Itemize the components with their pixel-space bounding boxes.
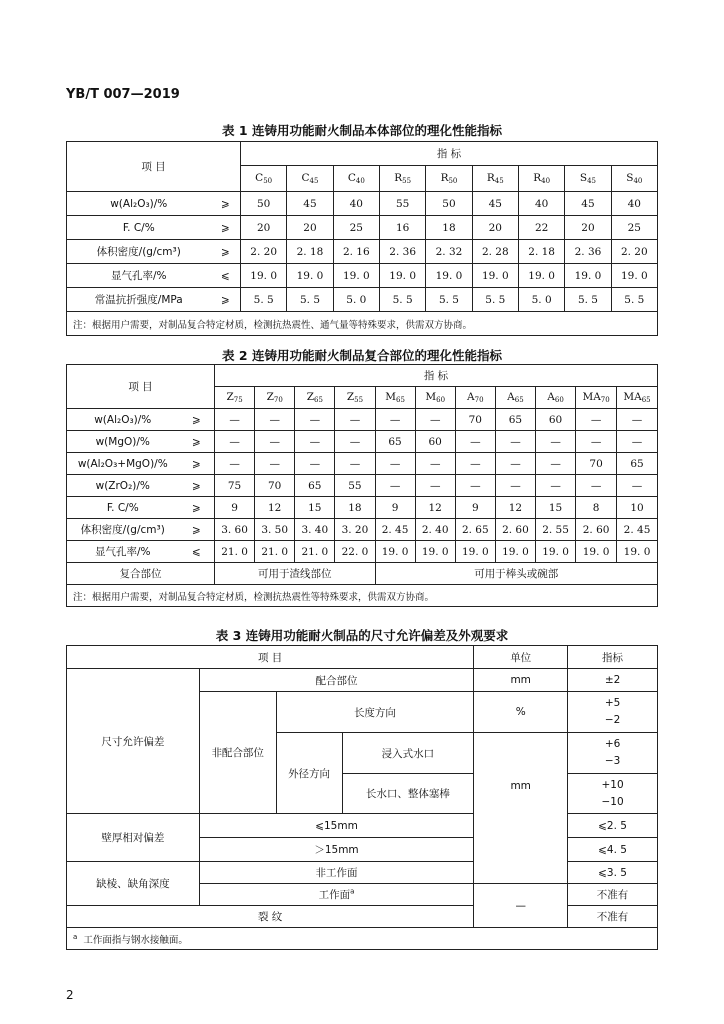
table2-cell: —	[415, 409, 455, 431]
table2-cell: —	[455, 431, 495, 453]
wall-gt-label: ＞15mm	[199, 838, 474, 862]
table2-cell: 2. 60	[576, 519, 617, 541]
table2-cell: —	[255, 431, 295, 453]
table2-cell: —	[295, 431, 335, 453]
table2-cell: —	[576, 409, 617, 431]
table2-cell: 65	[617, 453, 658, 475]
table1-row	[67, 288, 658, 312]
dim-tolerance-label: 尺寸允许偏差	[67, 669, 200, 814]
table2	[66, 364, 658, 607]
table2-cell: —	[335, 431, 375, 453]
table2-row-operator: ⩾	[179, 431, 215, 453]
table1-cell: 16	[379, 216, 425, 240]
table2-cell: 3. 40	[295, 519, 335, 541]
table1-cell: 5. 5	[472, 288, 518, 312]
table2-cell: —	[536, 475, 576, 497]
document-header: YB/T 007—2019	[66, 87, 180, 102]
table2-cell: 55	[335, 475, 375, 497]
table2-caption: 表 2 连铸用功能耐火制品复合部位的理化性能指标	[222, 348, 502, 363]
work-value: 不准有	[568, 884, 658, 906]
table1-cell: 5. 5	[611, 288, 657, 312]
table2-grade-z75: $Z_{75}$	[215, 387, 255, 409]
table2-row-operator: ⩾	[179, 453, 215, 475]
table1-grade-r45: $R_{45}$	[472, 166, 518, 192]
table1-cell: 19. 0	[426, 264, 472, 288]
table2-cell: —	[295, 453, 335, 475]
table2-cell: 9	[375, 497, 415, 519]
table2-cell: —	[617, 431, 658, 453]
table1-row-operator: ⩾	[211, 192, 241, 216]
table1-cell: 19. 0	[611, 264, 657, 288]
table2-grade-z65: $Z_{65}$	[295, 387, 335, 409]
table1-row-operator: ⩾	[211, 240, 241, 264]
table1-cell: 25	[611, 216, 657, 240]
table2-row-operator: ⩾	[179, 409, 215, 431]
table2-cell: 60	[415, 431, 455, 453]
table1-cell: 18	[426, 216, 472, 240]
table2-cell: —	[375, 409, 415, 431]
table2-cell: —	[375, 453, 415, 475]
table2-cell: 3. 60	[215, 519, 255, 541]
table2-row	[67, 409, 658, 431]
table2-cell: 19. 0	[495, 541, 535, 563]
table2-cell: —	[215, 453, 255, 475]
table2-cell: 2. 65	[455, 519, 495, 541]
table2-grade-z55: $Z_{55}$	[335, 387, 375, 409]
composite-other: 可用于棒头或碗部	[375, 563, 658, 585]
table1-cell: 5. 5	[565, 288, 611, 312]
table1-row-name: 常温抗折强度/MPa	[67, 288, 211, 312]
table2-cell: 21. 0	[255, 541, 295, 563]
page-number: 2	[66, 988, 74, 1002]
table2-cell: —	[536, 431, 576, 453]
table2-cell: 65	[295, 475, 335, 497]
table2-cell: 15	[295, 497, 335, 519]
table2-cell: —	[495, 453, 535, 475]
table1-cell: 19. 0	[518, 264, 564, 288]
table1-grade-c50: $C_{50}$	[241, 166, 287, 192]
table2-grade-z70: $Z_{70}$	[255, 387, 295, 409]
table2-cell: —	[495, 475, 535, 497]
table2-cell: 19. 0	[576, 541, 617, 563]
table2-cell: —	[415, 453, 455, 475]
table2-cell: —	[295, 409, 335, 431]
t3-item-header: 项 目	[67, 646, 474, 669]
length-value: +5 −2	[568, 692, 658, 733]
table1-cell: 20	[287, 216, 333, 240]
table2-cell: 70	[455, 409, 495, 431]
table1-row	[67, 240, 658, 264]
table2-cell: —	[215, 431, 255, 453]
table1-cell: 2. 28	[472, 240, 518, 264]
table2-cell: 15	[536, 497, 576, 519]
mating-label: 配合部位	[199, 669, 474, 692]
table2-cell: —	[375, 475, 415, 497]
table2-cell: 75	[215, 475, 255, 497]
table2-index-header: 指 标	[215, 365, 658, 387]
mm-unit: mm	[474, 774, 568, 884]
t3-unit-header: 单位	[474, 646, 568, 669]
table2-row-name: w(Al₂O₃)/%	[67, 409, 179, 431]
non-mating-label: 非配合部位	[199, 692, 276, 814]
table3	[66, 645, 658, 950]
table2-cell: 65	[375, 431, 415, 453]
table1-cell: 55	[379, 192, 425, 216]
table1-row-name: F. C/%	[67, 216, 211, 240]
crack-value: 不准有	[568, 906, 658, 928]
table1-cell: 2. 36	[379, 240, 425, 264]
table2-cell: —	[536, 453, 576, 475]
table2-cell: 2. 40	[415, 519, 455, 541]
dash-unit: —	[474, 884, 568, 928]
table1-cell: 5. 0	[518, 288, 564, 312]
table1-cell: 20	[565, 216, 611, 240]
t3-index-header: 指标	[568, 646, 658, 669]
table2-row	[67, 497, 658, 519]
table1-cell: 5. 0	[333, 288, 379, 312]
table1-cell: 19. 0	[565, 264, 611, 288]
table2-cell: 19. 0	[415, 541, 455, 563]
table2-grade-a60: $A_{60}$	[536, 387, 576, 409]
table2-cell: —	[617, 409, 658, 431]
table1-cell: 2. 20	[611, 240, 657, 264]
table1-cell: 19. 0	[287, 264, 333, 288]
shroud-value: +10 −10	[568, 774, 658, 814]
table1-cell: 19. 0	[472, 264, 518, 288]
table2-cell: 19. 0	[536, 541, 576, 563]
table3-footnote: $^a$ 工作面指与钢水接触面。	[67, 928, 658, 950]
edge-depth-label: 缺棱、缺角深度	[67, 862, 200, 906]
table2-row-operator: ⩾	[179, 519, 215, 541]
table2-cell: 2. 55	[536, 519, 576, 541]
table2-cell: 3. 50	[255, 519, 295, 541]
table2-cell: 21. 0	[295, 541, 335, 563]
table1-row-name: 显气孔率/%	[67, 264, 211, 288]
table1-grade-r50: $R_{50}$	[426, 166, 472, 192]
table2-grade-a70: $A_{70}$	[455, 387, 495, 409]
table3-caption: 表 3 连铸用功能耐火制品的尺寸允许偏差及外观要求	[215, 628, 509, 643]
table2-grade-m60: $M_{60}$	[415, 387, 455, 409]
table2-row-name: F. C/%	[67, 497, 179, 519]
table1-row-name: 体积密度/(g/cm³)	[67, 240, 211, 264]
table2-cell: 18	[335, 497, 375, 519]
table2-cell: —	[576, 431, 617, 453]
table2-cell: 21. 0	[215, 541, 255, 563]
table1-row-operator: ⩽	[211, 264, 241, 288]
table1-cell: 5. 5	[287, 288, 333, 312]
table1-row-name: w(Al₂O₃)/%	[67, 192, 211, 216]
table1-cell: 2. 32	[426, 240, 472, 264]
table1-cell: 19. 0	[333, 264, 379, 288]
table2-cell: 19. 0	[455, 541, 495, 563]
length-dir-label: 长度方向	[276, 692, 474, 733]
table1-cell: 20	[241, 216, 287, 240]
table1-cell: 40	[333, 192, 379, 216]
table2-note: 注：根据用户需要，对制品复合特定材质，检测抗热震性等特殊要求，供需双方协商。	[67, 585, 658, 607]
table2-cell: 10	[617, 497, 658, 519]
table2-cell: 2. 45	[375, 519, 415, 541]
table2-row-name: 体积密度/(g/cm³)	[67, 519, 179, 541]
table1-cell: 45	[565, 192, 611, 216]
table1-cell: 45	[472, 192, 518, 216]
non-work-label: 非工作面	[199, 862, 474, 884]
table2-grade-a65: $A_{65}$	[495, 387, 535, 409]
table1-row	[67, 216, 658, 240]
table2-cell: 70	[576, 453, 617, 475]
table1-cell: 2. 18	[287, 240, 333, 264]
shroud-label: 长水口、整体塞棒	[342, 774, 474, 814]
table2-row-operator: ⩾	[179, 497, 215, 519]
table2-row	[67, 453, 658, 475]
table1-cell: 19. 0	[241, 264, 287, 288]
table1-cell: 40	[518, 192, 564, 216]
table2-item-header: 项 目	[67, 365, 215, 409]
table1-index-header: 指 标	[241, 142, 658, 166]
table2-row	[67, 431, 658, 453]
table1-grade-r55: $R_{55}$	[379, 166, 425, 192]
table1-cell: 20	[472, 216, 518, 240]
composite-slag-line: 可用于渣线部位	[215, 563, 376, 585]
table1-row-operator: ⩾	[211, 288, 241, 312]
table2-cell: —	[617, 475, 658, 497]
table2-cell: 70	[255, 475, 295, 497]
table2-row	[67, 541, 658, 563]
outer-dir-label: 外径方向	[276, 733, 342, 814]
table1	[66, 141, 658, 336]
table2-grade-ma65: $MA_{65}$	[617, 387, 658, 409]
table1-grade-c45: $C_{45}$	[287, 166, 333, 192]
table2-cell: 60	[536, 409, 576, 431]
table1-cell: 25	[333, 216, 379, 240]
table2-cell: 8	[576, 497, 617, 519]
table1-note: 注：根据用户需要，对制品复合特定材质，检测抗热震性、通气量等特殊要求，供需双方协商。	[67, 312, 658, 336]
table2-cell: 9	[215, 497, 255, 519]
mating-unit: mm	[474, 669, 568, 692]
table2-cell: —	[335, 453, 375, 475]
table2-cell: 19. 0	[617, 541, 658, 563]
mating-value: ±2	[568, 669, 658, 692]
table2-cell: —	[495, 431, 535, 453]
table2-row	[67, 519, 658, 541]
wall-gt-value: ⩽4. 5	[568, 838, 658, 862]
table2-row-operator: ⩽	[179, 541, 215, 563]
table2-cell: —	[415, 475, 455, 497]
table2-row-name: w(MgO)/%	[67, 431, 179, 453]
wall-le-label: ⩽15mm	[199, 814, 474, 838]
table2-cell: —	[335, 409, 375, 431]
table1-row	[67, 192, 658, 216]
table1-grade-s45: $S_{45}$	[565, 166, 611, 192]
table2-cell: —	[255, 409, 295, 431]
table2-cell: 3. 20	[335, 519, 375, 541]
table2-cell: —	[255, 453, 295, 475]
work-label: 工作面$^a$	[199, 884, 474, 906]
table2-cell: 12	[255, 497, 295, 519]
table2-cell: 2. 45	[617, 519, 658, 541]
composite-label: 复合部位	[67, 563, 215, 585]
table1-cell: 5. 5	[379, 288, 425, 312]
table2-row-operator: ⩾	[179, 475, 215, 497]
table2-cell: 12	[495, 497, 535, 519]
table1-cell: 19. 0	[379, 264, 425, 288]
sen-label: 浸入式水口	[342, 733, 474, 774]
table1-grade-s40: $S_{40}$	[611, 166, 657, 192]
table1-cell: 2. 16	[333, 240, 379, 264]
table1-cell: 2. 18	[518, 240, 564, 264]
table1-item-header: 项 目	[67, 142, 241, 192]
table2-row-name: w(Al₂O₃+MgO)/%	[67, 453, 179, 475]
table2-cell: —	[576, 475, 617, 497]
table1-grade-c40: $C_{40}$	[333, 166, 379, 192]
table2-cell: 2. 60	[495, 519, 535, 541]
table2-cell: —	[455, 453, 495, 475]
table2-row	[67, 475, 658, 497]
table2-cell: —	[455, 475, 495, 497]
table2-cell: 22. 0	[335, 541, 375, 563]
table1-cell: 2. 36	[565, 240, 611, 264]
table1-cell: 50	[426, 192, 472, 216]
crack-label: 裂 纹	[67, 906, 474, 928]
table1-cell: 5. 5	[426, 288, 472, 312]
table1-caption: 表 1 连铸用功能耐火制品本体部位的理化性能指标	[222, 123, 502, 138]
table2-cell: —	[215, 409, 255, 431]
table1-row-operator: ⩾	[211, 216, 241, 240]
table1-cell: 45	[287, 192, 333, 216]
table2-grade-ma70: $MA_{70}$	[576, 387, 617, 409]
non-work-value: ⩽3. 5	[568, 862, 658, 884]
table2-row-name: w(ZrO₂)/%	[67, 475, 179, 497]
table2-cell: 12	[415, 497, 455, 519]
table1-cell: 2. 20	[241, 240, 287, 264]
wall-le-value: ⩽2. 5	[568, 814, 658, 838]
table2-cell: 65	[495, 409, 535, 431]
table1-cell: 22	[518, 216, 564, 240]
table2-row-name: 显气孔率/%	[67, 541, 179, 563]
table2-grade-m65: $M_{65}$	[375, 387, 415, 409]
table2-cell: 19. 0	[375, 541, 415, 563]
wall-dev-label: 壁厚相对偏差	[67, 814, 200, 862]
table2-cell: 9	[455, 497, 495, 519]
sen-value: +6 −3	[568, 733, 658, 774]
table1-grade-r40: $R_{40}$	[518, 166, 564, 192]
table1-cell: 5. 5	[241, 288, 287, 312]
table1-cell: 50	[241, 192, 287, 216]
table1-cell: 40	[611, 192, 657, 216]
length-unit: %	[474, 692, 568, 733]
table1-row	[67, 264, 658, 288]
